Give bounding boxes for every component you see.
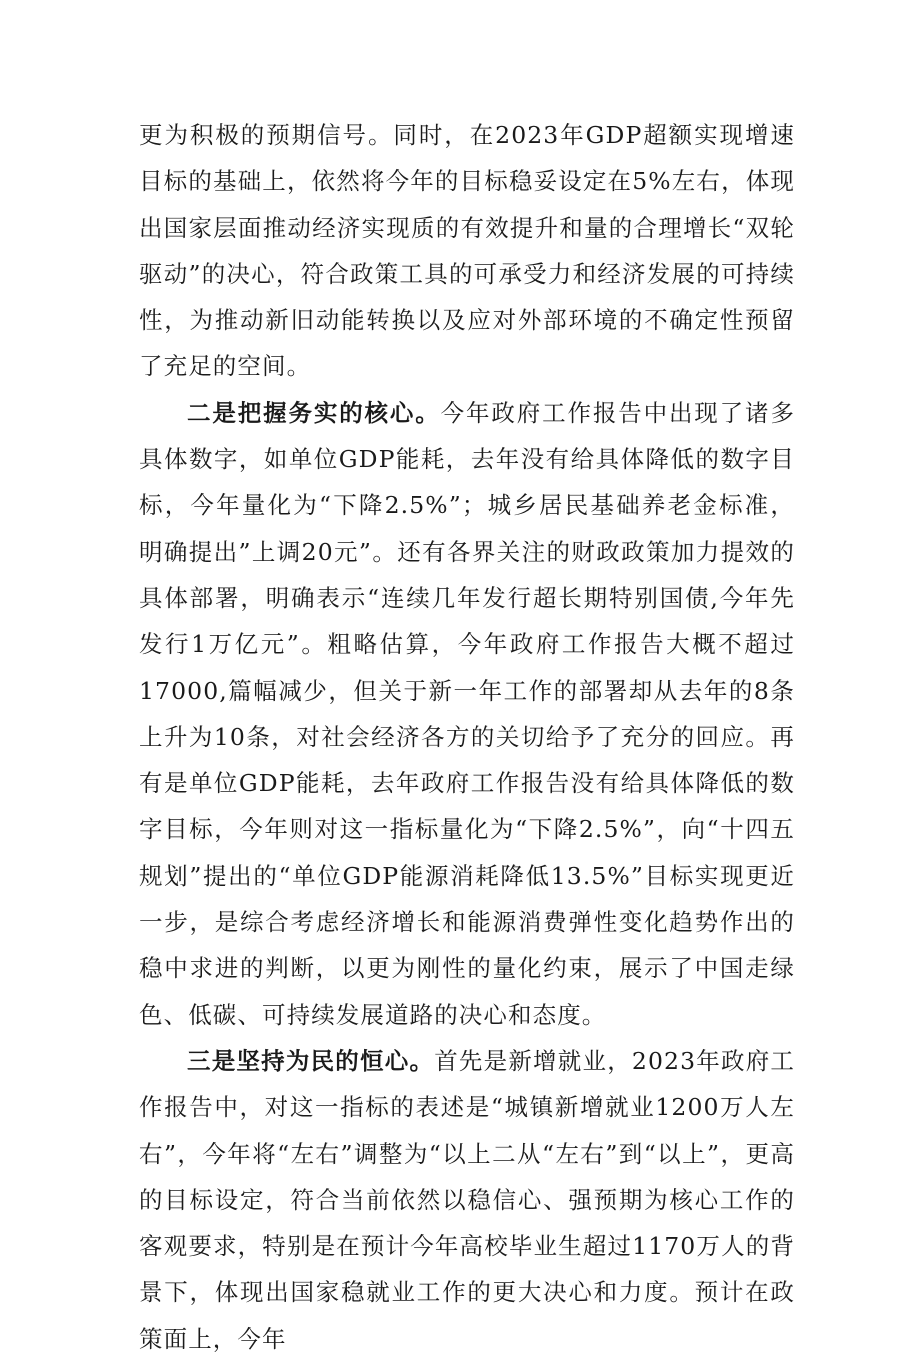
- paragraph-2-text: 今年政府工作报告中出现了诸多具体数字，如单位GDP能耗，去年没有给具体降低的数字目标，今年量化为“下降2.5%”；城乡居民基础养老金标准，明确提出”上调20元”。还有各界关注的财政政策加力提效的具体部署，明确表示“连续几年发行超长期特别国债,今年先发行1万亿元”。粗略估算，今年政府工作报告大概不超过17000,篇幅减少，但关于新一年工作的部署却从去年的8条上升为10条，对社会经济各方的关切给予了充分的回应。再有是单位GDP能耗，去年政府工作报告没有给具体降低的数字目标，今年则对这一指标量化为“下降2.5%”，向“十四五规划”提出的“单位GDP能源消耗降低13.5%”目标实现更近一步，是综合考虑经济增长和能源消费弹性变化趋势作出的稳中求进的判断，以更为刚性的量化约束，展示了中国走绿色、低碳、可持续发展道路的决心和态度。: [139, 398, 796, 1029]
- paragraph-3: [139, 1038, 795, 1362]
- paragraph-3-lead: 三是坚持为民的恒心。: [187, 1046, 435, 1075]
- paragraph-1: [139, 112, 795, 390]
- paragraph-2: [139, 390, 795, 1038]
- paragraph-1-text: 更为积极的预期信号。同时，在2023年GDP超额实现增速目标的基础上，依然将今年的目标稳妥设定在5%左右，体现出国家层面推动经济实现质的有效提升和量的合理增长“双轮驱动”的决心，符合政策工具的可承受力和经济发展的可持续性，为推动新旧动能转换以及应对外部环境的不确定性预留了充足的空间。: [139, 121, 795, 381]
- document-body: [139, 112, 795, 1362]
- paragraph-2-lead: 二是把握务实的核心。: [187, 398, 441, 427]
- paragraph-3-text: 首先是新增就业，2023年政府工作报告中，对这一指标的表述是“城镇新增就业1200万人左右”，今年将“左右”调整为“以上二从“左右”到“以上”，更高的目标设定，符合当前依然以稳信心、强预期为核心工作的客观要求，特别是在预计今年高校毕业生超过1170万人的背景下，体现出国家稳就业工作的更大决心和力度。预计在政策面上，今年: [139, 1046, 796, 1353]
